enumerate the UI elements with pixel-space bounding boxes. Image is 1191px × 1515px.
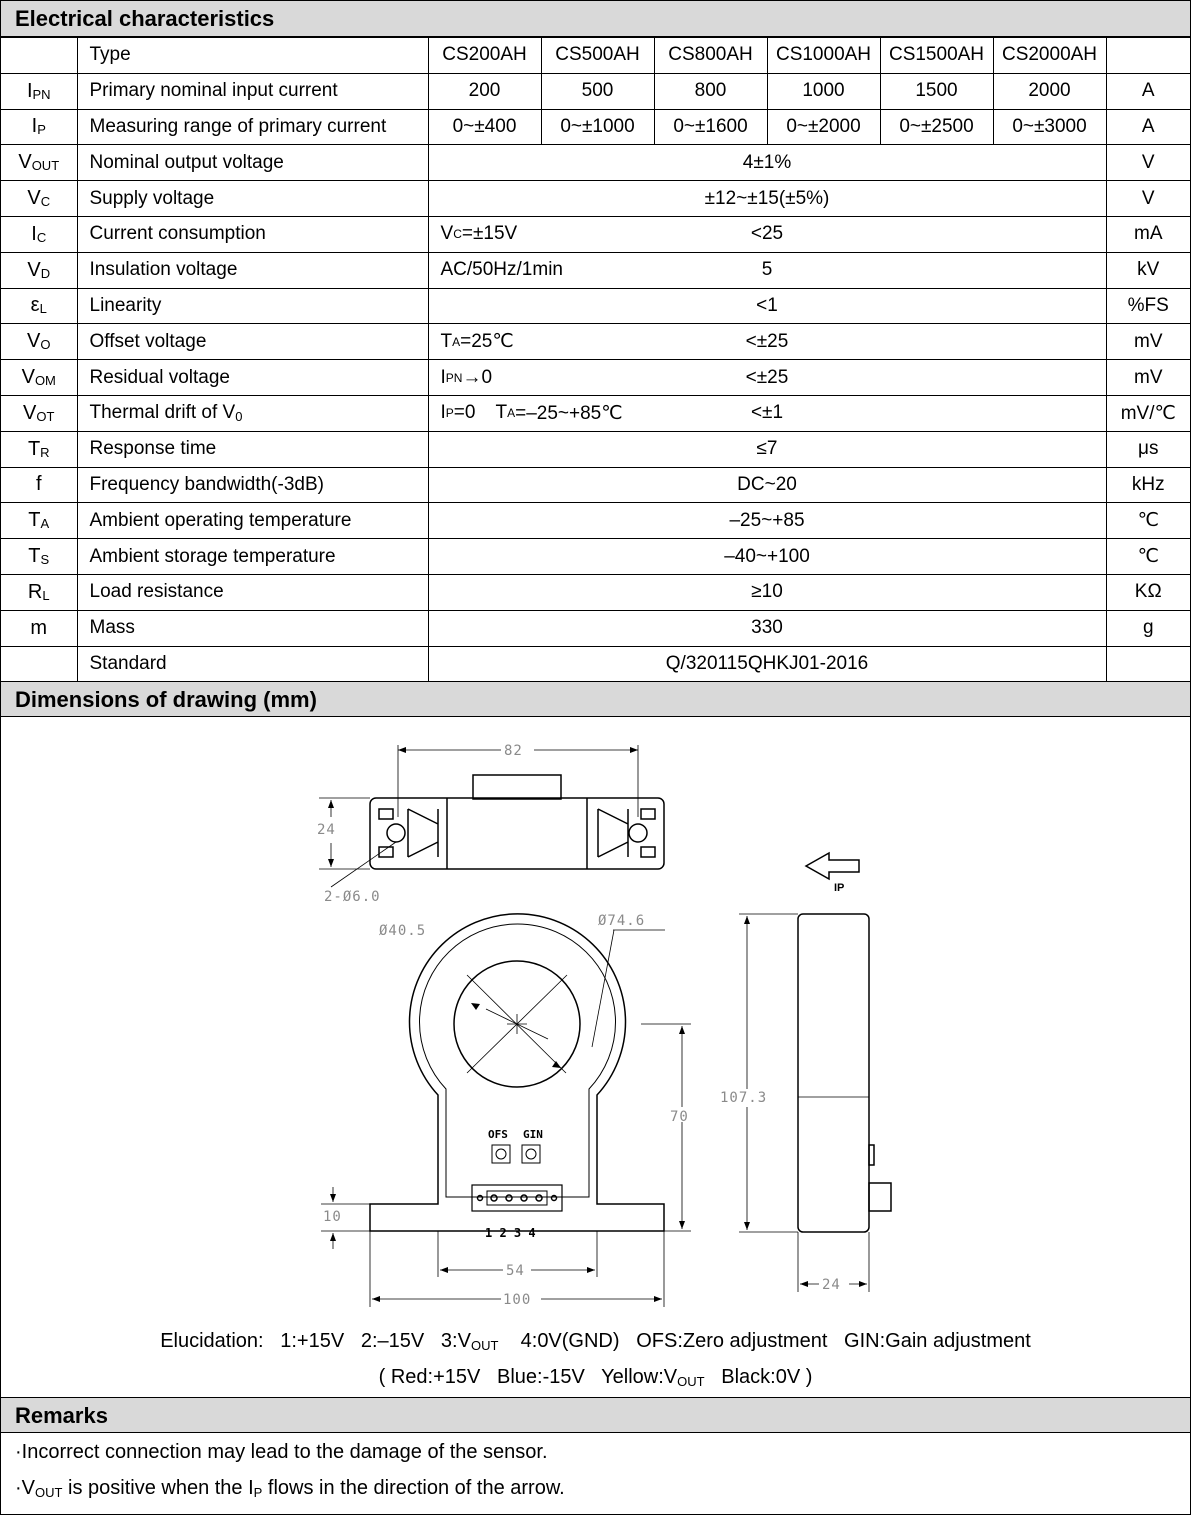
parameter-cell: Supply voltage (77, 181, 428, 217)
condition-subscript: P (445, 406, 454, 421)
symbol-letter: I (26, 79, 33, 102)
table-header-row (1, 38, 1190, 74)
gin-label: GIN (523, 1128, 543, 1141)
table-row (1, 503, 1190, 539)
symbol-letter: f (35, 473, 42, 496)
model-cell: CS1000AH (767, 38, 880, 74)
parameter-cell: Nominal output voltage (77, 145, 428, 181)
dim-base-width: 100 (503, 1292, 532, 1308)
parameter-cell: Response time (77, 431, 428, 467)
table-row (1, 646, 1190, 682)
unit-cell: A (1106, 109, 1190, 145)
symbol-letter: I (31, 115, 38, 138)
unit-cell (1106, 646, 1190, 682)
unit-cell: kHz (1106, 467, 1190, 503)
parameter-cell: Current consumption (77, 216, 428, 252)
symbol-subscript: C (40, 194, 51, 210)
value-cell (428, 431, 1106, 467)
unit-cell: mV (1106, 360, 1190, 396)
parameter-cell (77, 395, 428, 431)
side-view-body (798, 914, 869, 1232)
unit-cell: ℃ (1106, 539, 1190, 575)
value-text: 5 (761, 259, 773, 281)
condition-text: V (440, 223, 454, 245)
table-row (1, 73, 1190, 109)
symbol-letter: V (21, 366, 35, 389)
value-cell (428, 539, 1106, 575)
value-cell (428, 181, 1106, 217)
remark-1: ·Incorrect connection may lead to the damage of the sensor. (15, 1441, 548, 1463)
condition-text: =25℃ (460, 331, 514, 353)
table-row (1, 324, 1190, 360)
value-cell: 2000 (993, 73, 1106, 109)
output-connector (472, 1185, 562, 1211)
value-cell (428, 503, 1106, 539)
unit-cell: V (1106, 181, 1190, 217)
section-title-dimensions: Dimensions of drawing (mm) (1, 681, 1190, 717)
value-text: <25 (750, 223, 784, 245)
parameter-name: Thermal drift of V (89, 402, 236, 424)
symbol-subscript: OT (36, 408, 55, 424)
model-cell: CS200AH (428, 38, 541, 74)
value-cell (428, 610, 1106, 646)
symbol-letter: m (30, 616, 48, 639)
symbol-cell (1, 610, 77, 646)
value-cell (428, 395, 1106, 431)
value-cell (428, 574, 1106, 610)
value-cell (428, 646, 1106, 682)
symbol-subscript: R (40, 444, 50, 460)
unit-cell: kV (1106, 252, 1190, 288)
table-row (1, 610, 1190, 646)
symbol-subscript: OM (34, 373, 56, 389)
dim-holes: 2-Ø6.0 (324, 889, 381, 905)
dim-height-top: 24 (317, 822, 336, 838)
parameter-cell: Offset voltage (77, 324, 428, 360)
condition-text: I (440, 402, 446, 424)
dimension-drawing (1, 717, 1190, 1397)
symbol-subscript: P (37, 122, 46, 138)
dim-center-height: 70 (670, 1109, 689, 1125)
value-cell (428, 324, 1106, 360)
symbol-letter: V (18, 151, 32, 174)
symbol-cell (1, 395, 77, 431)
dim-total-height: 107.3 (720, 1090, 768, 1106)
table-row (1, 216, 1190, 252)
symbol-subscript: OUT (31, 158, 60, 174)
symbol-cell (1, 574, 77, 610)
table-row (1, 360, 1190, 396)
unit-cell: ℃ (1106, 503, 1190, 539)
model-cell: CS800AH (654, 38, 767, 74)
elucidation-line-1: Elucidation: 1:+15V 2:–15V $3:V_{OUT}$ 4:0V(GND) OFS:Zero adjustment GIN:Gain adjustment (160, 1330, 1031, 1353)
symbol-letter: ε (30, 294, 40, 317)
unit-cell: mV/℃ (1106, 395, 1190, 431)
parameter-cell: Mass (77, 610, 428, 646)
condition-subscript: A (507, 406, 516, 421)
symbol-letter: V (27, 258, 41, 281)
condition-text: →0 (462, 366, 493, 388)
symbol-cell (1, 539, 77, 575)
model-cell: CS2000AH (993, 38, 1106, 74)
condition-text: AC/50Hz/1min (440, 259, 563, 281)
value-cell: 500 (541, 73, 654, 109)
value-cell (428, 145, 1106, 181)
value-cell: 0~±400 (428, 109, 541, 145)
symbol-subscript: L (42, 587, 50, 603)
table-row (1, 181, 1190, 217)
symbol-cell (1, 181, 77, 217)
symbol-cell (1, 145, 77, 181)
model-cell: CS1500AH (880, 38, 993, 74)
unit-cell: KΩ (1106, 574, 1190, 610)
table-row (1, 288, 1190, 324)
type-label: Type (77, 38, 428, 74)
value-text: <±25 (745, 330, 789, 352)
dim-depth: 24 (822, 1277, 841, 1293)
symbol-cell (1, 503, 77, 539)
elucidation-line-2: ( Red:+15V Blue:-15V $Yellow:V_{OUT}$ Black:0V ) (378, 1366, 813, 1389)
value-cell: 0~±2500 (880, 109, 993, 145)
symbol-subscript: O (40, 337, 51, 353)
symbol-letter: T (28, 509, 41, 532)
symbol-cell (1, 216, 77, 252)
value-cell (428, 467, 1106, 503)
symbol-cell (1, 252, 77, 288)
value-cell (428, 216, 1106, 252)
value-text: 330 (751, 617, 783, 639)
parameter-cell: Load resistance (77, 574, 428, 610)
symbol-subscript: A (40, 516, 50, 532)
symbol-cell (1, 288, 77, 324)
parameter-cell: Linearity (77, 288, 428, 324)
value-cell: 800 (654, 73, 767, 109)
symbol-letter: T (28, 545, 41, 568)
dim-inner-width: 54 (506, 1263, 525, 1279)
value-text: ≤7 (756, 438, 778, 460)
unit-cell: mA (1106, 216, 1190, 252)
unit-cell: mV (1106, 324, 1190, 360)
table-row (1, 109, 1190, 145)
symbol-cell (1, 73, 77, 109)
value-cell (428, 360, 1106, 396)
ip-arrow-icon (806, 853, 859, 879)
value-text: 4±1% (742, 151, 792, 173)
symbol-cell (1, 646, 77, 682)
value-text: DC~20 (737, 473, 797, 495)
parameter-cell: Primary nominal input current (77, 73, 428, 109)
symbol-cell (1, 467, 77, 503)
parameter-cell: Measuring range of primary current (77, 109, 428, 145)
table-row (1, 539, 1190, 575)
symbol-cell (1, 324, 77, 360)
table-row (1, 395, 1190, 431)
parameter-cell: Insulation voltage (77, 252, 428, 288)
symbol-letter: I (31, 222, 37, 245)
symbol-letter: V (27, 330, 41, 353)
table-row (1, 431, 1190, 467)
parameter-subscript: 0 (235, 409, 243, 425)
condition-text: =±15V (461, 223, 518, 245)
ofs-trimmer (492, 1145, 510, 1163)
table-row (1, 145, 1190, 181)
symbol-cell (1, 360, 77, 396)
value-cell: 200 (428, 73, 541, 109)
value-cell (428, 288, 1106, 324)
ofs-label: OFS (488, 1128, 508, 1141)
symbol-subscript: C (36, 229, 47, 245)
parameter-cell: Residual voltage (77, 360, 428, 396)
top-view-tab (473, 775, 561, 799)
parameter-cell: Ambient operating temperature (77, 503, 428, 539)
symbol-subscript: S (40, 552, 50, 568)
remark-2: $\cdot V_{OUT}$ is positive when the $I_P$ flows in the direction of the arrow. (15, 1477, 565, 1500)
value-cell: 0~±1000 (541, 109, 654, 145)
symbol-letter: T (27, 437, 41, 460)
table-row (1, 574, 1190, 610)
unit-cell: g (1106, 610, 1190, 646)
unit-cell: V (1106, 145, 1190, 181)
table-row (1, 252, 1190, 288)
symbol-subscript: PN (32, 86, 51, 102)
pin-numbers: 1 2 3 4 (485, 1226, 536, 1240)
condition-subscript: A (452, 334, 461, 349)
electrical-characteristics-table (1, 37, 1190, 682)
value-text: Q/320115QHKJ01-2016 (665, 652, 869, 674)
symbol-cell (1, 109, 77, 145)
value-text: ≥10 (751, 581, 783, 603)
condition-text: I (440, 366, 446, 388)
dim-outer-diameter: Ø74.6 (598, 913, 646, 929)
value-text: –25~+85 (729, 509, 805, 531)
value-cell: 0~±3000 (993, 109, 1106, 145)
value-cell: 1000 (767, 73, 880, 109)
value-text: <±1 (750, 402, 784, 424)
parameter-cell: Ambient storage temperature (77, 539, 428, 575)
value-text: <1 (756, 294, 778, 316)
top-view-body (370, 798, 664, 869)
value-text: ±12~±15(±5%) (704, 187, 830, 209)
value-cell: 1500 (880, 73, 993, 109)
ip-label: IP (834, 882, 845, 894)
value-cell: 0~±2000 (767, 109, 880, 145)
model-cell: CS500AH (541, 38, 654, 74)
condition-subscript: PN (445, 370, 463, 385)
symbol-subscript: L (39, 301, 47, 317)
section-title-electrical: Electrical characteristics (1, 1, 1190, 37)
symbol-letter: V (27, 187, 41, 210)
symbol-cell (1, 431, 77, 467)
unit-cell: A (1106, 73, 1190, 109)
section-title-remarks: Remarks (1, 1397, 1190, 1433)
parameter-cell: Frequency bandwidth(-3dB) (77, 467, 428, 503)
unit-cell: %FS (1106, 288, 1190, 324)
value-text: –40~+100 (724, 545, 810, 567)
condition-text: T (495, 402, 508, 424)
dim-inner-diameter: Ø40.5 (379, 923, 427, 939)
condition-text: =0 (453, 402, 476, 424)
sensor-outline-drawing (1, 717, 1190, 1397)
symbol-subscript: D (40, 265, 51, 281)
condition-text: T (440, 330, 453, 352)
parameter-cell: Standard (77, 646, 428, 682)
unit-cell: μs (1106, 431, 1190, 467)
dim-width-top: 82 (504, 743, 523, 759)
mount-hole-left (387, 824, 405, 842)
condition-subscript: C (453, 227, 462, 242)
symbol-letter: V (23, 401, 37, 424)
value-text: <±25 (745, 366, 789, 388)
dim-foot-height: 10 (323, 1209, 342, 1225)
condition-text: =–25~+85℃ (515, 402, 623, 424)
mount-hole-right (629, 824, 647, 842)
gin-trimmer (522, 1145, 540, 1163)
value-cell (428, 252, 1106, 288)
value-cell: 0~±1600 (654, 109, 767, 145)
table-row (1, 467, 1190, 503)
symbol-letter: R (27, 580, 43, 603)
